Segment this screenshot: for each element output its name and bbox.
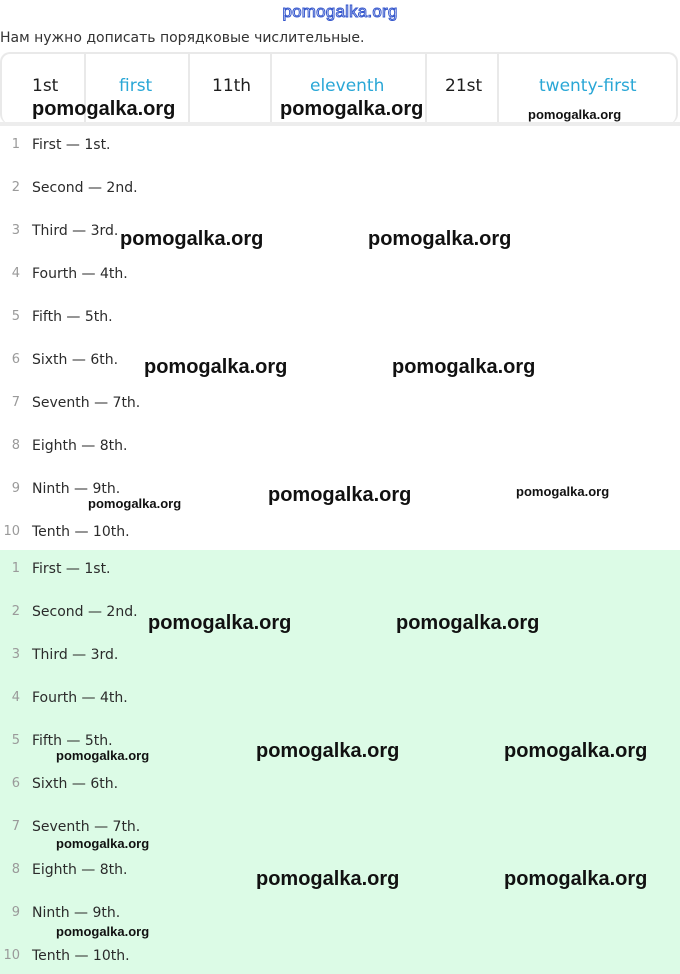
list-item bbox=[0, 524, 680, 544]
header-cell-text: first bbox=[119, 76, 153, 96]
ordinal-line: Fifth — 5th. bbox=[32, 309, 113, 325]
ordinal-line: Second — 2nd. bbox=[32, 604, 138, 620]
watermark: pomogalka.org bbox=[148, 612, 292, 634]
ordinal-line: Seventh — 7th. bbox=[32, 395, 141, 411]
watermark: pomogalka.org bbox=[144, 356, 288, 378]
line-number: 10 bbox=[3, 948, 20, 963]
watermark: pomogalka.org bbox=[120, 228, 264, 250]
intro-text: Нам нужно дописать порядковые числительные. bbox=[0, 30, 365, 46]
top-watermark: pomogalka.org bbox=[282, 2, 398, 21]
watermark: pomogalka.org bbox=[88, 496, 182, 511]
watermark: pomogalka.org bbox=[504, 740, 648, 762]
watermark: pomogalka.org bbox=[256, 740, 400, 762]
ordinal-line: Eighth — 8th. bbox=[32, 438, 128, 454]
list-item bbox=[0, 561, 680, 581]
header-cell bbox=[427, 54, 499, 126]
watermark: pomogalka.org bbox=[396, 612, 540, 634]
watermark: pomogalka.org bbox=[516, 484, 610, 499]
header-cell-text: 21st bbox=[445, 76, 483, 96]
ordinal-line: Third — 3rd. bbox=[32, 647, 119, 663]
line-number: 2 bbox=[11, 604, 20, 619]
watermark: pomogalka.org bbox=[392, 356, 536, 378]
list-item bbox=[0, 776, 680, 796]
list-item bbox=[0, 266, 680, 286]
line-number: 8 bbox=[11, 862, 20, 877]
ordinal-line: Sixth — 6th. bbox=[32, 776, 119, 792]
header-cell-text: twenty-first bbox=[539, 76, 637, 96]
ordinal-line: Ninth — 9th. bbox=[32, 481, 121, 497]
line-number: 5 bbox=[11, 733, 20, 748]
ordinal-line: Third — 3rd. bbox=[32, 223, 119, 239]
list-item bbox=[0, 180, 680, 200]
watermark: pomogalka.org bbox=[268, 484, 412, 506]
line-number: 10 bbox=[3, 524, 20, 539]
list-item bbox=[0, 395, 680, 415]
line-number: 3 bbox=[11, 223, 20, 238]
watermark: pomogalka.org bbox=[56, 836, 150, 851]
line-number: 3 bbox=[11, 647, 20, 662]
watermark: pomogalka.org bbox=[32, 98, 176, 120]
line-number: 8 bbox=[11, 438, 20, 453]
line-number: 9 bbox=[11, 481, 20, 496]
watermark: pomogalka.org bbox=[368, 228, 512, 250]
header-cell-text: eleventh bbox=[310, 76, 385, 96]
watermark: pomogalka.org bbox=[528, 107, 622, 122]
list-item bbox=[0, 309, 680, 329]
line-number: 9 bbox=[11, 905, 20, 920]
line-number: 7 bbox=[11, 819, 20, 834]
ordinal-line: Tenth — 10th. bbox=[32, 948, 130, 964]
header-cell-text: 11th bbox=[212, 76, 252, 96]
ordinal-line: First — 1st. bbox=[32, 137, 111, 153]
line-number: 6 bbox=[11, 776, 20, 791]
watermark: pomogalka.org bbox=[280, 98, 424, 120]
ordinal-line: Eighth — 8th. bbox=[32, 862, 128, 878]
line-number: 2 bbox=[11, 180, 20, 195]
header-cell-text: 1st bbox=[32, 76, 59, 96]
ordinal-line: Second — 2nd. bbox=[32, 180, 138, 196]
line-number: 5 bbox=[11, 309, 20, 324]
list-item bbox=[0, 948, 680, 968]
ordinal-line: First — 1st. bbox=[32, 561, 111, 577]
ordinal-line: Tenth — 10th. bbox=[32, 524, 130, 540]
ordinal-line: Seventh — 7th. bbox=[32, 819, 141, 835]
list-item bbox=[0, 690, 680, 710]
list-item bbox=[0, 137, 680, 157]
line-number: 4 bbox=[11, 266, 20, 281]
ordinal-line: Fifth — 5th. bbox=[32, 733, 113, 749]
list-item bbox=[0, 438, 680, 458]
list-item bbox=[0, 647, 680, 667]
line-number: 7 bbox=[11, 395, 20, 410]
ordinal-line: Sixth — 6th. bbox=[32, 352, 119, 368]
watermark: pomogalka.org bbox=[56, 924, 150, 939]
watermark: pomogalka.org bbox=[256, 868, 400, 890]
list-item bbox=[0, 604, 680, 624]
ordinal-line: Ninth — 9th. bbox=[32, 905, 121, 921]
watermark: pomogalka.org bbox=[56, 748, 150, 763]
watermark: pomogalka.org bbox=[504, 868, 648, 890]
line-number: 4 bbox=[11, 690, 20, 705]
header-cell bbox=[190, 54, 272, 126]
list-item bbox=[0, 905, 680, 925]
line-number: 1 bbox=[11, 561, 20, 576]
line-number: 1 bbox=[11, 137, 20, 152]
list-item bbox=[0, 223, 680, 243]
ordinal-line: Fourth — 4th. bbox=[32, 266, 128, 282]
ordinal-line: Fourth — 4th. bbox=[32, 690, 128, 706]
list-item bbox=[0, 352, 680, 372]
line-number: 6 bbox=[11, 352, 20, 367]
